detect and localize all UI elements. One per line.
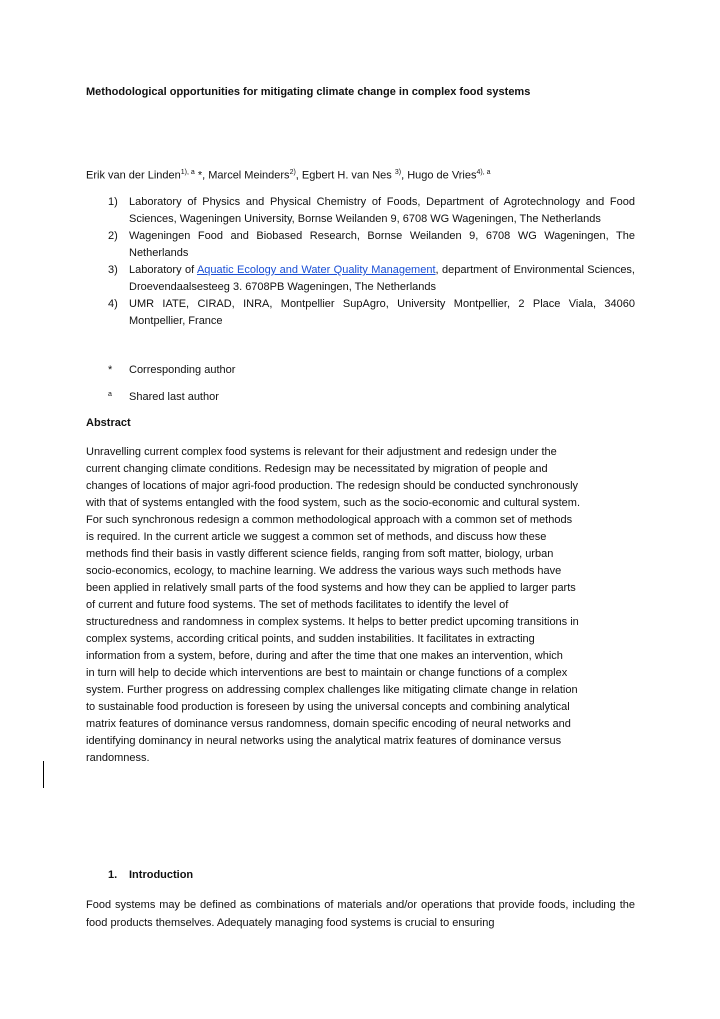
affiliation-text: UMR IATE, CIRAD, INRA, Montpellier SupAgro, University Montpellier, 2 Place Viala, 34060 Montpellier, France (129, 298, 635, 327)
affiliation-number: 3) (108, 264, 118, 276)
note-text: Corresponding author (129, 364, 236, 376)
introduction-paragraph: Food systems may be defined as combinations of materials and/or operations that provide foods, including the food products themselves. Adequately managing food systems is crucial to ensuring (86, 899, 635, 929)
corresponding-author-note (108, 364, 235, 376)
affiliation-text-pre: Laboratory of (129, 264, 197, 276)
author-name: , Egbert H. van Nes (295, 169, 395, 182)
abstract-line: randomness. (86, 752, 150, 764)
abstract-body (86, 444, 638, 767)
affiliation-list (108, 194, 635, 330)
affiliation-text: Wageningen Food and Biobased Research, Bornse Weilanden 9, 6708 WG Wageningen, The Netherlands (129, 230, 635, 259)
affiliation-item (108, 296, 635, 330)
affiliation-item (108, 194, 635, 228)
abstract-heading: Abstract (86, 417, 131, 429)
note-marker: a (108, 391, 112, 398)
affiliation-text-post: , department of Environmental Sciences, Droevendaalsesteeg 3. 6708PB Wageningen, The Netherlands (129, 264, 635, 293)
affiliation-text: Laboratory of Physics and Physical Chemistry of Foods, Department of Agrotechnology and Food Sciences, Wageningen University, Bornse Weilanden 9, 6708 WG Wageningen, The Netherlands (129, 196, 635, 225)
section-number: 1. (108, 869, 118, 881)
section-title: Introduction (129, 869, 194, 881)
abstract-line: complex systems, according critical points, and sudden instabilities. It facilitates in extracting (86, 633, 535, 645)
author-name: Erik van der Linden (86, 169, 181, 182)
author-line (86, 169, 491, 182)
abstract-line: with that of systems entangled with the food system, such as the socio-economic and cultural system. (86, 497, 581, 509)
abstract-line: For such synchronous redesign a common methodological approach with a common set of methods (86, 514, 573, 526)
text-cursor (43, 761, 44, 788)
introduction-heading (108, 869, 193, 881)
note-marker: * (108, 364, 113, 376)
paper-title: Methodological opportunities for mitigating climate change in complex food systems (86, 86, 531, 98)
author-name: , Hugo de Vries (401, 169, 477, 182)
abstract-line: socio-economics, ecology, to machine learning. We address the various ways such methods have (86, 565, 562, 577)
author-superscript: 4), a (476, 169, 491, 176)
abstract-line: changes of locations of major agri-food production. The redesign should be conducted synchronously (86, 480, 579, 492)
abstract-line: of current and future food systems. The set of methods facilitates to identify the level of (86, 599, 509, 611)
abstract-line: is required. In the current article we suggest a common set of methods, and discuss how these (86, 531, 547, 543)
affiliation-text (129, 262, 635, 296)
shared-author-note (108, 391, 219, 403)
abstract-line: matrix features of dominance versus randomness, domain specific encoding of neural networks and (86, 718, 571, 730)
affiliation-item (108, 262, 635, 296)
affiliation-number: 4) (108, 298, 118, 310)
abstract-line: system. Further progress on addressing complex challenges like mitigating climate change in relation (86, 684, 578, 696)
author-superscript: 2) (289, 169, 296, 176)
aquatic-ecology-link[interactable]: Aquatic Ecology and Water Quality Management (196, 264, 436, 276)
note-text: Shared last author (129, 391, 219, 403)
abstract-line: information from a system, before, during and after the time that one makes an intervention, which (86, 650, 563, 662)
corresponding-marker: *, (194, 169, 209, 182)
author-name: Marcel Meinders (208, 169, 290, 182)
abstract-line: current changing climate conditions. Redesign may be necessitated by migration of people and (86, 463, 548, 475)
author-superscript: 3) (394, 169, 402, 176)
affiliation-number: 2) (108, 230, 118, 242)
abstract-line: identifying dominancy in neural networks using the analytical matrix features of dominance versus (86, 735, 562, 747)
affiliation-item (108, 228, 635, 262)
abstract-line: been applied in relatively small parts of the food systems and how they can be applied to larger parts (86, 582, 576, 594)
abstract-line: structuredness and randomness in complex systems. It helps to better predict upcoming transitions in (86, 616, 579, 628)
abstract-line: in turn will help to decide which interventions are best to maintain or change functions of a complex (86, 667, 568, 679)
abstract-line: Unravelling current complex food systems is relevant for their adjustment and redesign under the (86, 446, 557, 458)
abstract-line: methods find their basis in vastly different science fields, ranging from soft matter, biology, urban (86, 548, 554, 560)
abstract-line: to sustainable food production is foreseen by using the universal concepts and combining analytical (86, 701, 570, 713)
author-superscript: 1), a (180, 169, 195, 176)
affiliation-number: 1) (108, 196, 118, 208)
